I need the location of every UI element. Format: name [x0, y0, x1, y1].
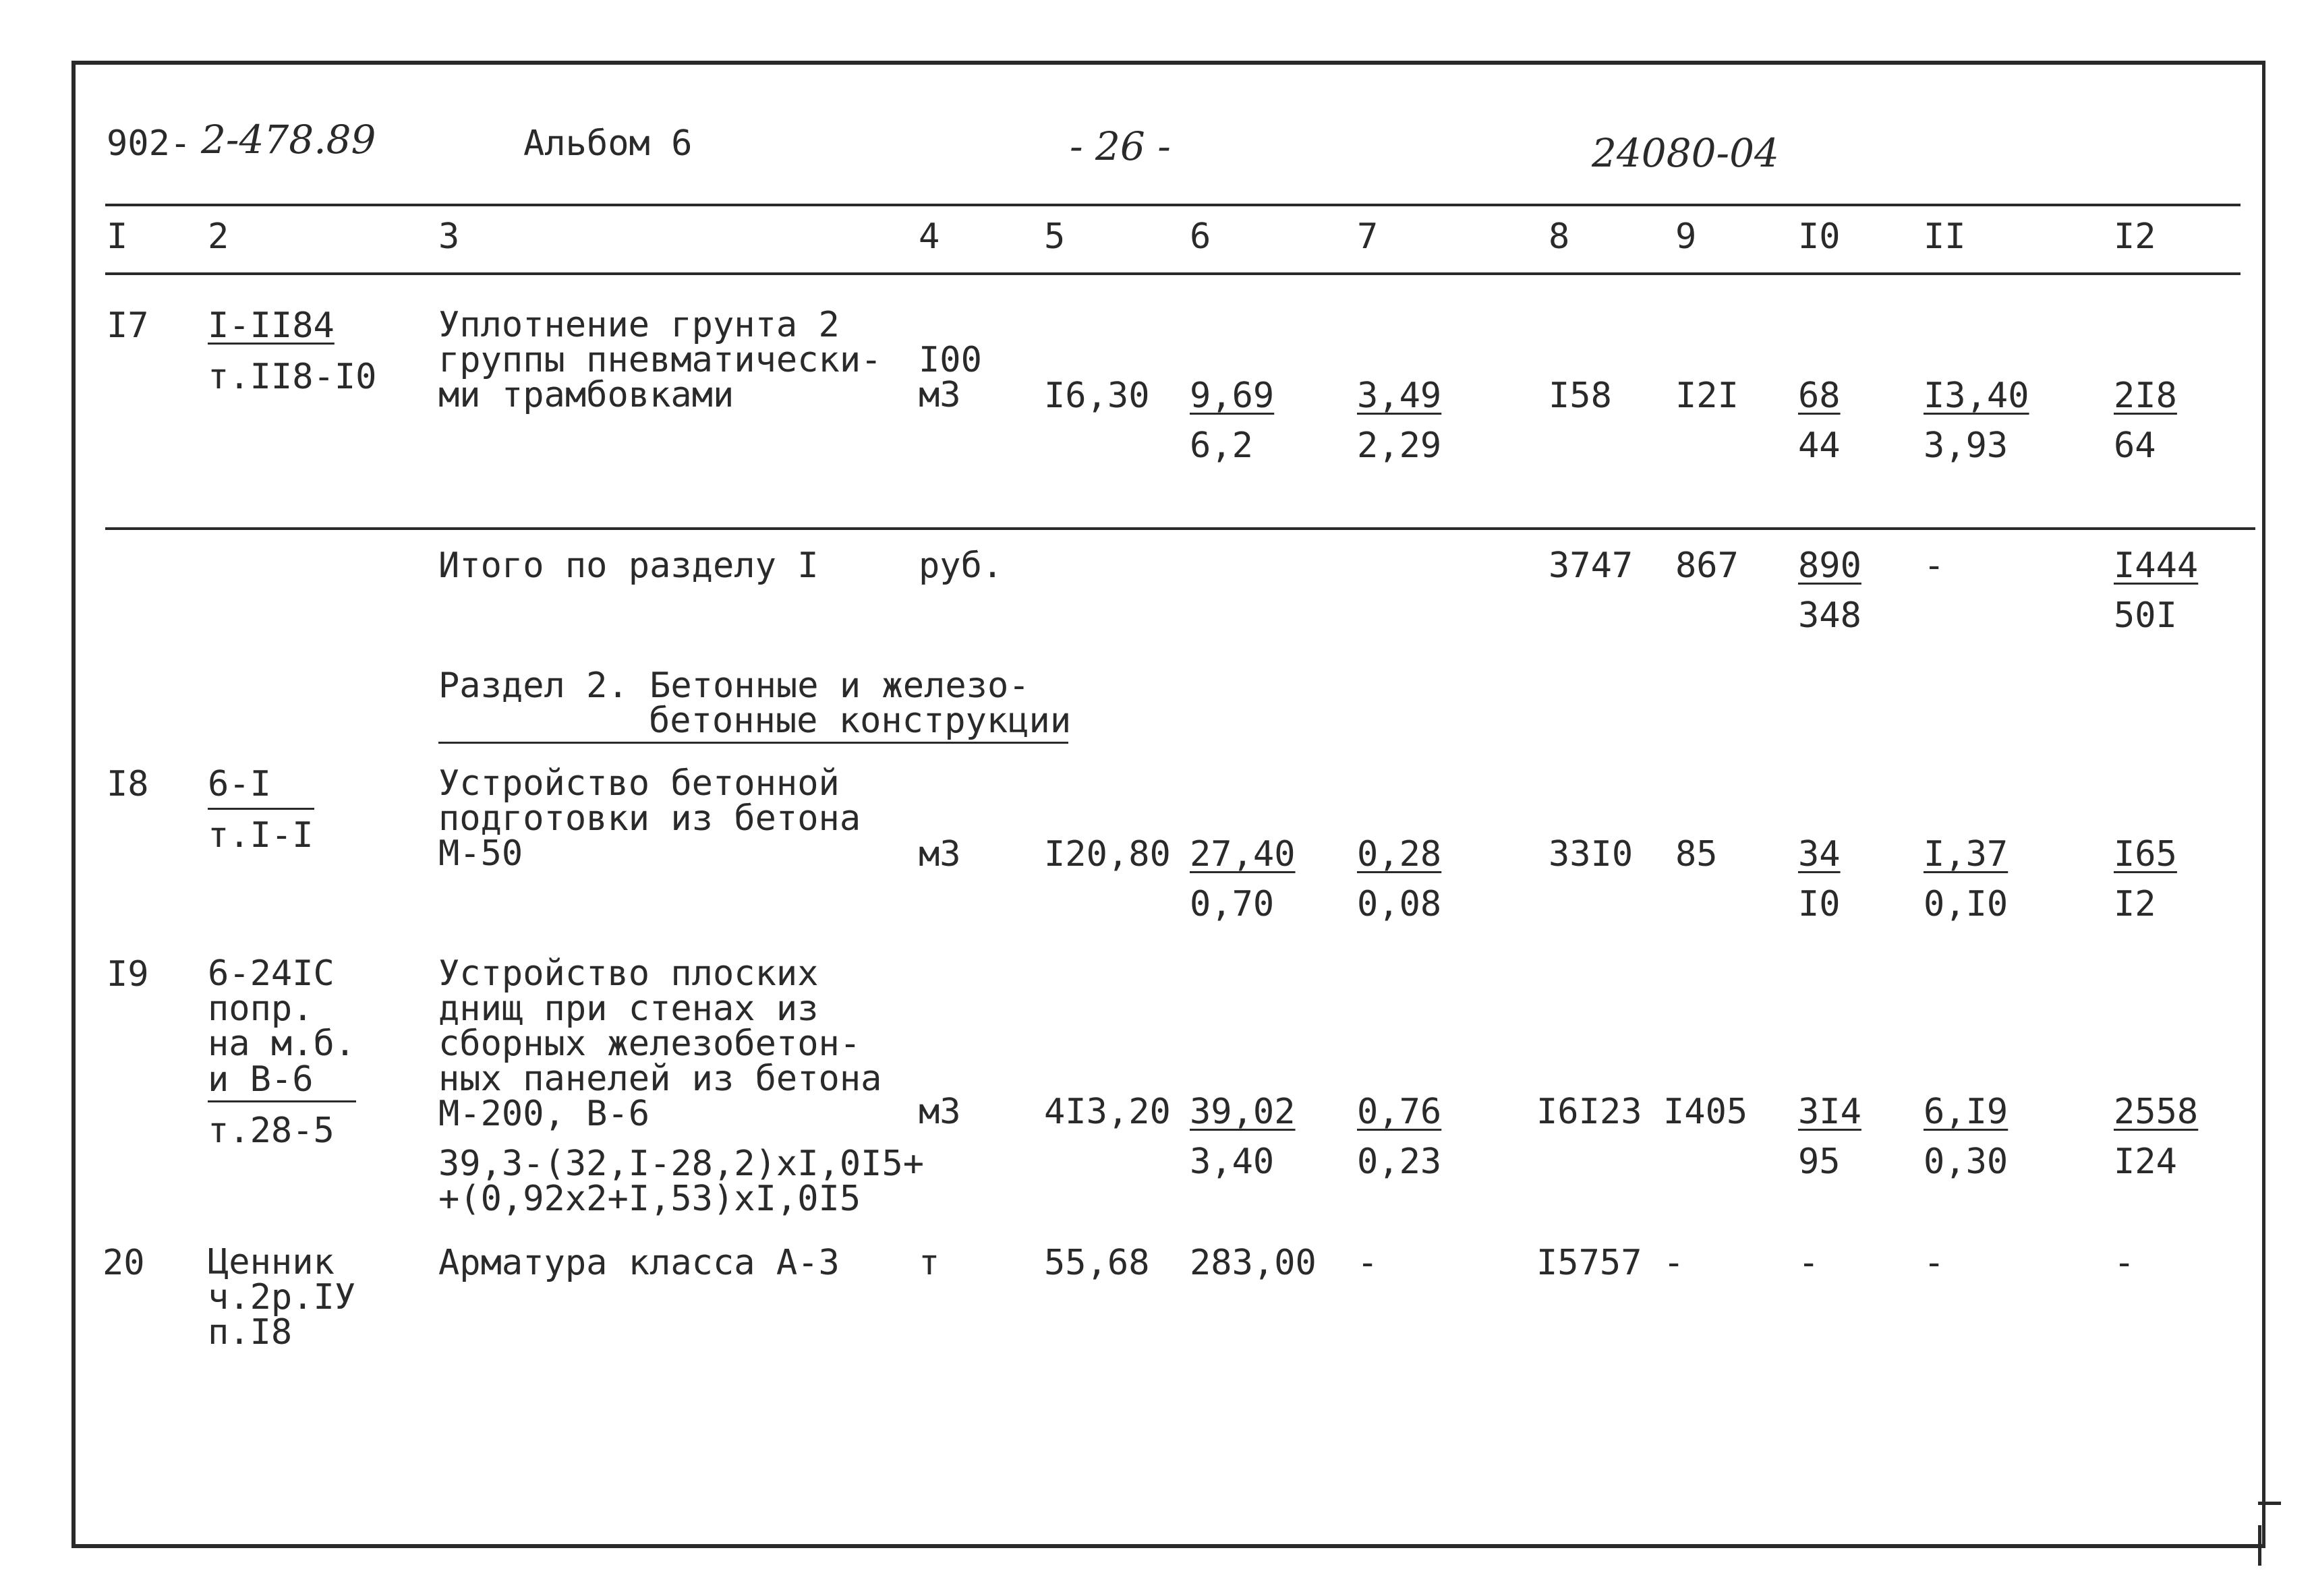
work-description: Устройство плоских днищ при стенах из сборных железобетон- ных панелей из бетона М-200, В-6: [438, 953, 882, 1134]
total-machine-wages: 95: [1798, 1142, 1841, 1182]
total-machines: 68: [1798, 376, 1841, 416]
unit: I00 м3: [919, 340, 982, 415]
labor-per-unit: 6,I9: [1924, 1092, 2008, 1132]
unit-cost: 27,40: [1190, 834, 1296, 875]
album-label: Альбом 6: [523, 123, 693, 164]
row-number: I9: [107, 954, 149, 995]
total-machines: 3I4: [1798, 1092, 1861, 1132]
machinist-labor-per-unit: 0,I0: [1924, 884, 2008, 924]
column-number: I2: [2114, 216, 2156, 257]
column-number: 8: [1549, 216, 1570, 257]
section-total-rule: [105, 527, 2255, 530]
quantity: I20,80: [1044, 834, 1171, 875]
total-wages: 867: [1675, 545, 1739, 586]
norm-reference: 6-24IC попр. на м.б.: [208, 953, 356, 1064]
frame-tick-mark: [2258, 1502, 2281, 1505]
quantity: 4I3,20: [1044, 1092, 1171, 1132]
section-title-continued: бетонные конструкции: [649, 701, 1072, 741]
unit-cost: 39,02: [1190, 1092, 1296, 1132]
machine-cost: 3,49: [1357, 376, 1442, 416]
labor-total: I444: [2114, 545, 2199, 586]
machine-cost: 0,28: [1357, 834, 1442, 875]
frame-tick-mark: [2258, 1525, 2261, 1566]
total-cost: I5757: [1536, 1243, 1642, 1283]
column-header-rule: [105, 272, 2241, 275]
labor-per-unit: I3,40: [1924, 376, 2029, 416]
table-reference: т.II8-I0: [208, 357, 377, 397]
column-number: II: [1924, 216, 1966, 257]
row-number: I8: [107, 764, 149, 804]
column-number: 9: [1675, 216, 1697, 257]
unit-cost: 9,69: [1190, 376, 1275, 416]
total-cost: 33I0: [1549, 834, 1634, 875]
table-reference: т.28-5: [208, 1111, 335, 1151]
total-machine-wages: 44: [1798, 425, 1841, 466]
unit: т: [919, 1243, 940, 1283]
header-rule: [105, 204, 2241, 206]
row-number: 20: [103, 1243, 145, 1283]
price-list-reference: Ценник ч.2р.IУ п.I8: [208, 1242, 356, 1353]
labor-total: I65: [2114, 834, 2177, 875]
total-cost: 3747: [1549, 545, 1634, 586]
page-frame: [71, 61, 2265, 1548]
column-number: I0: [1798, 216, 1841, 257]
unit-cost-wages: 6,2: [1190, 425, 1253, 466]
table-reference: т.I-I: [208, 815, 314, 856]
column-number: 5: [1044, 216, 1066, 257]
column-number: 7: [1357, 216, 1379, 257]
unit: м3: [919, 1092, 961, 1132]
machine-wages: 2,29: [1357, 425, 1442, 466]
machine-cost: -: [1357, 1243, 1379, 1283]
total-machine-wages: I0: [1798, 884, 1841, 924]
unit-cost-wages: 0,70: [1190, 884, 1275, 924]
norm-reference-underline: [208, 808, 314, 810]
machinist-labor-total: I2: [2114, 884, 2156, 924]
page-number: - 26 -: [1070, 123, 1171, 169]
work-description: Уплотнение грунта 2 группы пневматически- ми трамбовками: [438, 305, 882, 415]
total-machines: 34: [1798, 834, 1841, 875]
machine-wages: 0,08: [1357, 884, 1442, 924]
sheet-code: 24080-04: [1592, 130, 1779, 176]
total-wages: 85: [1675, 834, 1718, 875]
column-number: I: [107, 216, 128, 257]
labor-per-unit: -: [1924, 1243, 1945, 1283]
total-wages: I2I: [1675, 376, 1739, 416]
row-number: I7: [107, 305, 149, 346]
doc-code-prefix: 902-: [107, 123, 192, 164]
unit-cost: 283,00: [1190, 1243, 1317, 1283]
column-number: 3: [438, 216, 460, 257]
total-cost: I58: [1549, 376, 1612, 416]
machine-wages: 0,23: [1357, 1142, 1442, 1182]
norm-reference-underline: [208, 1100, 356, 1102]
norm-reference: I-II84: [208, 305, 335, 346]
machine-cost: 0,76: [1357, 1092, 1442, 1132]
total-machines: -: [1798, 1243, 1820, 1283]
norm-reference: 6-I: [208, 764, 271, 804]
labor-total: 2558: [2114, 1092, 2199, 1132]
column-number: 6: [1190, 216, 1211, 257]
column-number: 4: [919, 216, 940, 257]
work-description: Арматура класса А-3: [438, 1243, 840, 1283]
unit: м3: [919, 834, 961, 875]
doc-code: 2-478.89: [201, 117, 376, 162]
quantity: I6,30: [1044, 376, 1150, 416]
quantity: 55,68: [1044, 1243, 1150, 1283]
machinist-labor-per-unit: 3,93: [1924, 425, 2008, 466]
total-wages: -: [1663, 1243, 1685, 1283]
work-description: Устройство бетонной подготовки из бетона М-50: [438, 763, 861, 874]
machinist-labor-total: I24: [2114, 1142, 2177, 1182]
norm-reference-amendment: и В-6: [208, 1059, 314, 1100]
machinist-labor-total: 64: [2114, 425, 2156, 466]
column-number: 2: [208, 216, 229, 257]
unit-cost-wages: 3,40: [1190, 1142, 1275, 1182]
unit: руб.: [919, 545, 1004, 586]
section-heading-underline: [438, 742, 1068, 744]
labor-total: 2I8: [2114, 376, 2177, 416]
total-machines: 890: [1798, 545, 1861, 586]
section-title: Раздел 2. Бетонные и железо-: [438, 666, 1030, 706]
machinist-labor-total: 50I: [2114, 595, 2177, 636]
quantity-formula: 39,3-(32,I-28,2)xI,0I5+ +(0,92x2+I,53)xI,0I5: [438, 1144, 925, 1219]
labor-per-unit: I,37: [1924, 834, 2008, 875]
total-wages: I405: [1663, 1092, 1748, 1132]
machinist-labor-per-unit: 0,30: [1924, 1142, 2008, 1182]
total-label: Итого по разделу I: [438, 545, 819, 586]
labor-per-unit: -: [1924, 545, 1945, 586]
total-machine-wages: 348: [1798, 595, 1861, 636]
total-cost: I6I23: [1536, 1092, 1642, 1132]
labor-total: -: [2114, 1243, 2135, 1283]
